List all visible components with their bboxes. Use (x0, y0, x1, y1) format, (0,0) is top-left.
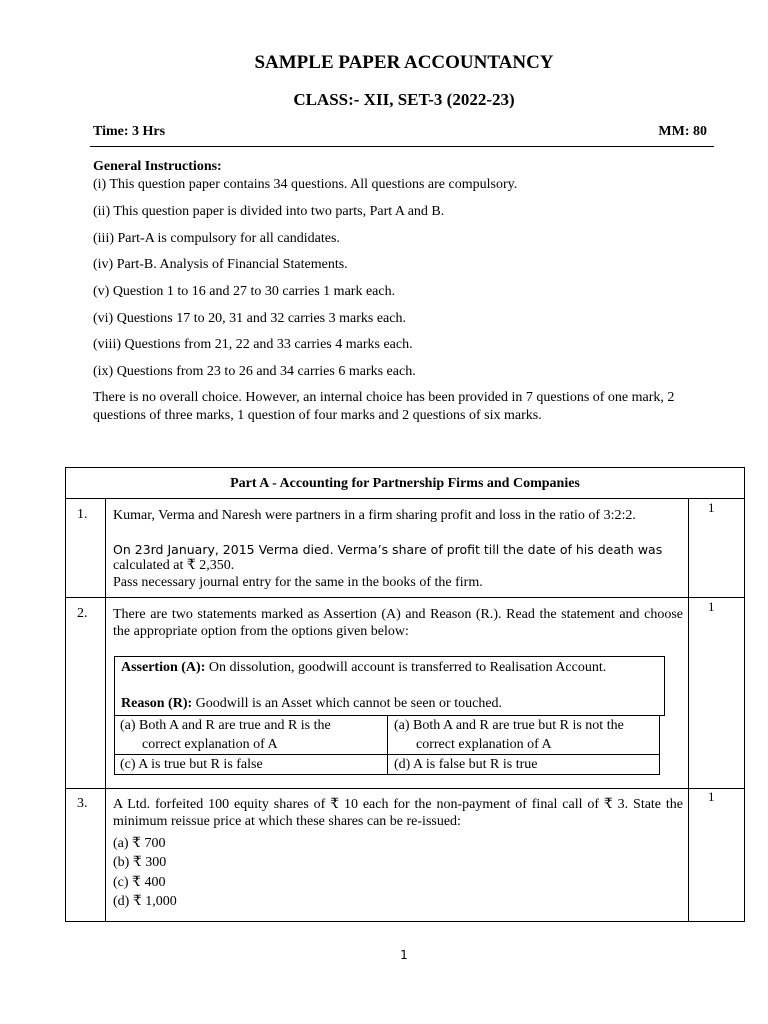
question-text: Pass necessary journal entry for the same in the books of the firm. (113, 575, 483, 590)
instruction-item: (ii) This question paper is divided into two parts, Part A and B. (93, 204, 445, 219)
table-divider (65, 597, 745, 598)
header-rule (90, 146, 714, 147)
assertion-text: On dissolution, goodwill account is transferred to Realisation Account. (208, 660, 607, 675)
question-marks: 1 (708, 500, 715, 515)
answer-option: (b) ₹ 300 (113, 855, 167, 870)
answer-option: (a) ₹ 700 (113, 836, 166, 851)
answer-option: (d) ₹ 1,000 (113, 894, 177, 909)
option-c: (c) A is true but R is false (120, 757, 263, 772)
instruction-item: (ix) Questions from 23 to 26 and 34 carries 6 marks each. (93, 364, 416, 379)
paper-subtitle: CLASS:- XII, SET-3 (2022-23) (293, 90, 515, 109)
option-a: (a) Both A and R are true and R is the (120, 718, 331, 733)
reason-text: Goodwill is an Asset which cannot be seen or touched. (195, 696, 503, 711)
question-number: 2. (77, 606, 88, 621)
time-label: Time: 3 Hrs (93, 124, 166, 139)
table-column-divider (688, 498, 689, 922)
table-column-divider (105, 498, 106, 922)
question-number: 3. (77, 796, 88, 811)
option-b-cont: correct explanation of A (416, 737, 552, 752)
instruction-item: (iii) Part-A is compulsory for all candidates. (93, 231, 340, 246)
instruction-item: (iv) Part-B. Analysis of Financial Statements. (93, 257, 348, 272)
instructions-heading: General Instructions: (93, 159, 222, 174)
reason-block (121, 695, 661, 712)
instruction-item: (i) This question paper contains 34 questions. All questions are compulsory. (93, 177, 518, 192)
page-number: 1 (400, 948, 408, 962)
instruction-item: (viii) Questions from 21, 22 and 33 carries 4 marks each. (93, 337, 413, 352)
answer-option: (c) ₹ 400 (113, 875, 166, 890)
question-text: Kumar, Verma and Naresh were partners in a firm sharing profit and loss in the ratio of 3:2:2. (113, 508, 636, 523)
table-divider (65, 788, 745, 789)
question-text: On 23rd January, 2015 Verma died. Verma’s share of profit till the date of his death was (113, 542, 663, 557)
question-number: 1. (77, 507, 88, 522)
table-divider (65, 498, 745, 499)
part-a-heading: Part A - Accounting for Partnership Firms and Companies (230, 476, 580, 491)
assertion-block (121, 658, 641, 677)
option-a-cont: correct explanation of A (142, 737, 278, 752)
assertion-label: Assertion (A): (121, 660, 206, 675)
option-d: (d) A is false but R is true (394, 757, 538, 772)
instructions-note: There is no overall choice. However, an internal choice has been provided in 7 questions of one mark, 2 questions of three marks, 1 question of four marks and 2 questions of six marks. (93, 390, 675, 423)
reason-label: Reason (R): (121, 696, 193, 711)
instruction-item: (vi) Questions 17 to 20, 31 and 32 carries 3 marks each. (93, 311, 406, 326)
instruction-item: (v) Question 1 to 16 and 27 to 30 carries 1 mark each. (93, 284, 396, 299)
question-text: There are two statements marked as Assertion (A) and Reason (R.). Read the statement and choose the appropriate option from the options given below: (113, 607, 683, 639)
question-text: calculated at ₹ 2,350. (113, 558, 235, 573)
max-marks-label: MM: 80 (658, 124, 707, 139)
question-marks: 1 (708, 599, 715, 614)
question-marks: 1 (708, 789, 715, 804)
question-text: A Ltd. forfeited 100 equity shares of ₹ 10 each for the non-payment of final call of ₹ 3. State the minimum reissue price at which these shares can be re-issued: (113, 797, 683, 829)
options-grid-divider (387, 715, 388, 775)
paper-title: SAMPLE PAPER ACCOUNTANCY (254, 52, 554, 73)
option-b: (a) Both A and R are true but R is not the (394, 718, 624, 733)
